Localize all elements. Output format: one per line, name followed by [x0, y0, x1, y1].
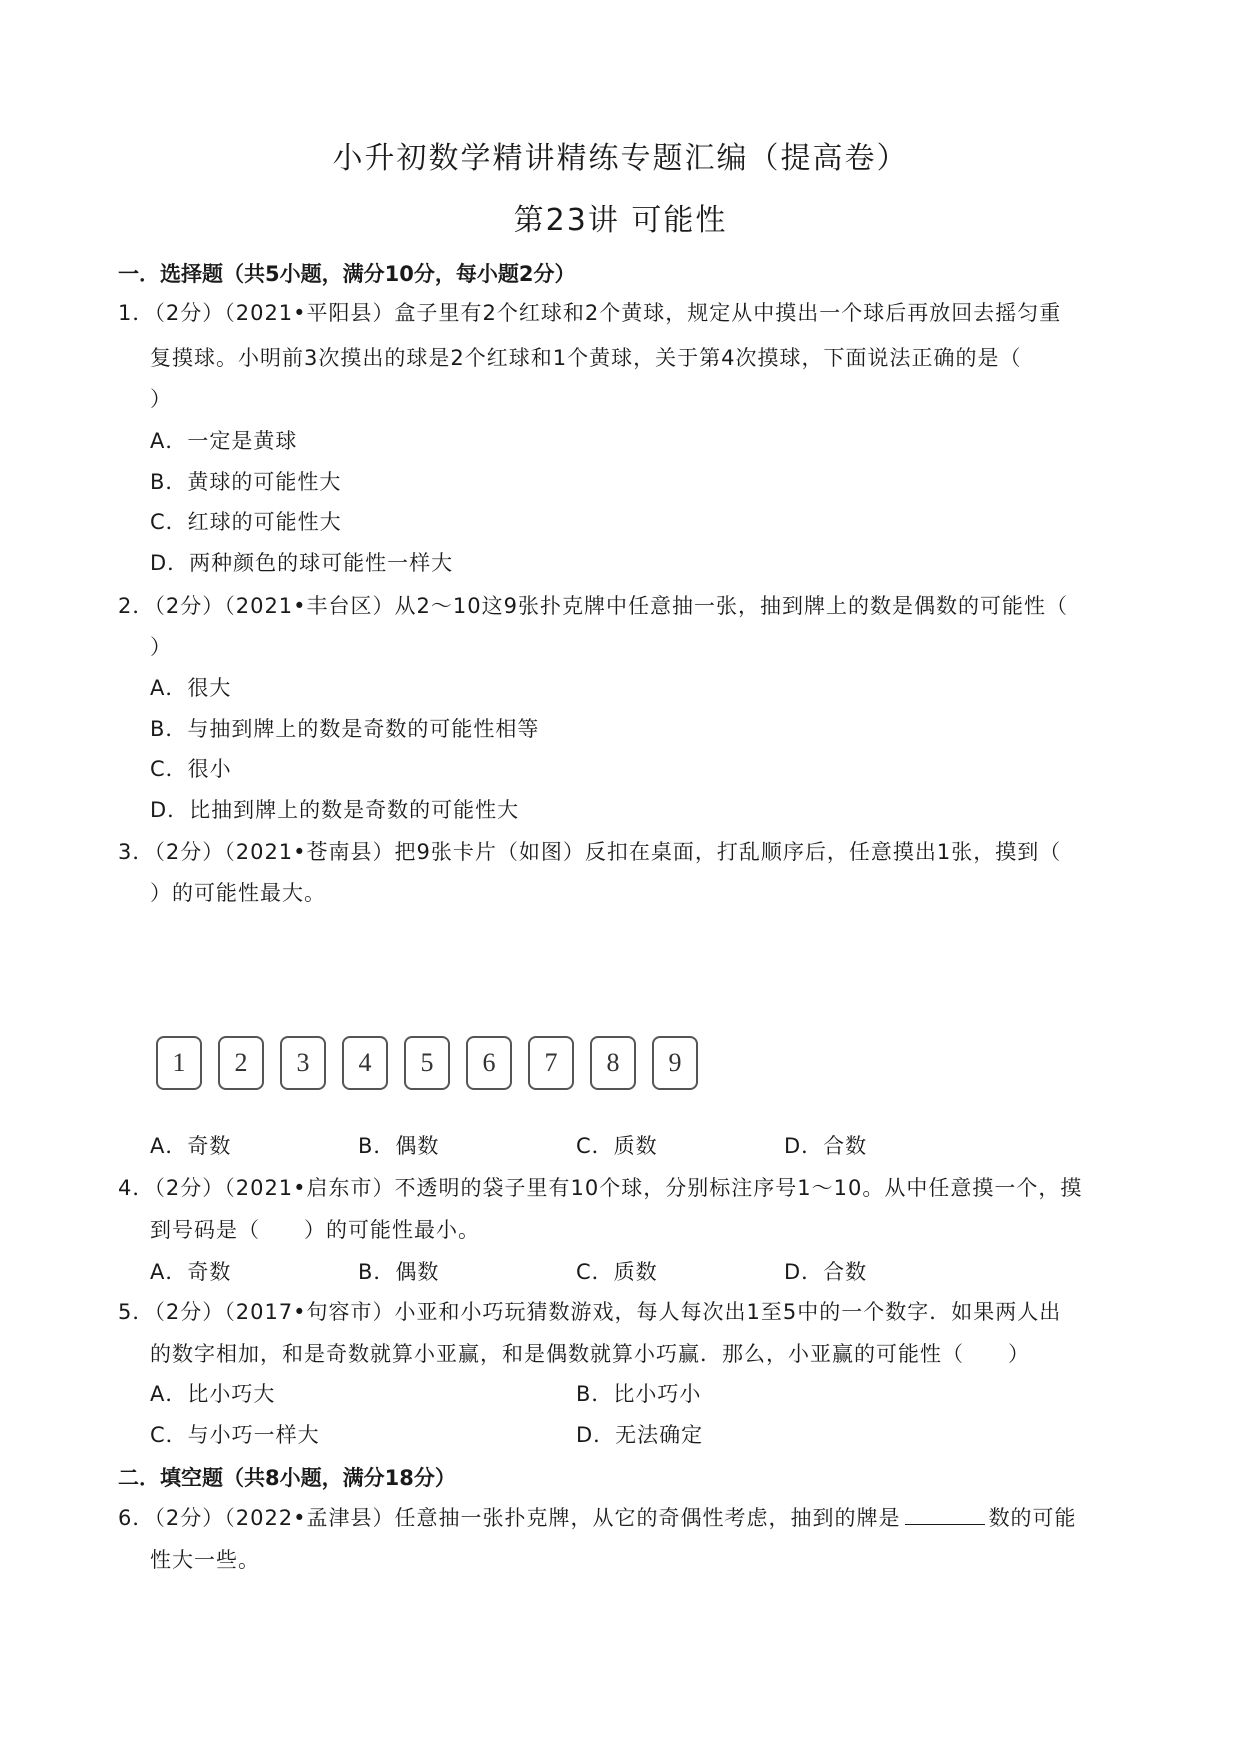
question-4-option-d: D．合数 [784, 1260, 868, 1284]
question-3-line2: ）的可能性最大。 [150, 881, 326, 905]
question-3-option-c: C．质数 [576, 1134, 658, 1158]
number-card: 2 [218, 1036, 264, 1090]
question-3-line1: 3．（2分）（2021•苍南县）把9张卡片（如图）反扣在桌面，打乱顺序后，任意摸出1张，摸到（ [118, 840, 1062, 864]
question-2-option-d: D．比抽到牌上的数是奇数的可能性大 [150, 798, 520, 822]
main-title: 小升初数学精讲精练专题汇编（提高卷） [332, 141, 909, 176]
question-1-line2: 复摸球。小明前3次摸出的球是2个红球和1个黄球，关于第4次摸球，下面说法正确的是（ [150, 346, 1022, 370]
question-5-line1: 5．（2分）（2017•句容市）小亚和小巧玩猜数游戏，每人每次出1至5中的一个数字．如果两人出 [118, 1300, 1062, 1324]
question-4-option-a: A．奇数 [150, 1260, 232, 1284]
number-card: 4 [342, 1036, 388, 1090]
question-2-line1: 2．（2分）（2021•丰台区）从2～10这9张扑克牌中任意抽一张，抽到牌上的数是偶数的可能性（ [118, 594, 1068, 618]
number-card: 9 [652, 1036, 698, 1090]
number-card: 6 [466, 1036, 512, 1090]
question-5-option-b: B．比小巧小 [576, 1382, 702, 1406]
question-5-line2: 的数字相加，和是奇数就算小亚赢，和是偶数就算小巧赢．那么，小亚赢的可能性（ ） [150, 1342, 1030, 1366]
question-3-option-d: D．合数 [784, 1134, 868, 1158]
number-cards-figure [156, 1036, 726, 1094]
question-1-option-d: D．两种颜色的球可能性一样大 [150, 551, 454, 575]
question-1-option-c: C．红球的可能性大 [150, 510, 342, 534]
number-card: 7 [528, 1036, 574, 1090]
number-card: 3 [280, 1036, 326, 1090]
question-3-option-a: A．奇数 [150, 1134, 232, 1158]
question-6-line2: 性大一些。 [150, 1548, 260, 1572]
section-heading-choice: 一．选择题（共5小题，满分10分，每小题2分） [118, 262, 576, 286]
answer-blank[interactable] [905, 1506, 985, 1525]
question-2-option-c: C．很小 [150, 757, 232, 781]
number-card: 8 [590, 1036, 636, 1090]
question-6-text-before: 6．（2分）（2022•孟津县）任意抽一张扑克牌，从它的奇偶性考虑，抽到的牌是 [118, 1506, 901, 1530]
number-card: 1 [156, 1036, 202, 1090]
question-2-option-a: A．很大 [150, 676, 232, 700]
question-5-option-d: D．无法确定 [576, 1423, 704, 1447]
question-2-line2: ） [150, 635, 172, 659]
question-5-option-c: C．与小巧一样大 [150, 1423, 320, 1447]
question-1-option-a: A．一定是黄球 [150, 429, 298, 453]
lecture-title: 第23讲 可能性 [513, 203, 728, 238]
question-2-option-b: B．与抽到牌上的数是奇数的可能性相等 [150, 717, 540, 741]
question-4-line2: 到号码是（ ）的可能性最小。 [150, 1218, 480, 1242]
question-3-option-b: B．偶数 [358, 1134, 440, 1158]
question-4-option-c: C．质数 [576, 1260, 658, 1284]
question-1-line1: 1．（2分）（2021•平阳县）盒子里有2个红球和2个黄球，规定从中摸出一个球后再放回去摇匀重 [118, 301, 1062, 325]
number-card: 5 [404, 1036, 450, 1090]
question-1-line3: ） [150, 387, 172, 411]
question-5-option-a: A．比小巧大 [150, 1382, 276, 1406]
question-6-line1 [118, 1502, 1077, 1532]
question-6-text-after: 数的可能 [988, 1506, 1077, 1530]
question-4-line1: 4．（2分）（2021•启东市）不透明的袋子里有10个球，分别标注序号1～10。从中任意摸一个，摸 [118, 1176, 1083, 1200]
section-heading-fill-in: 二．填空题（共8小题，满分18分） [118, 1466, 456, 1490]
question-4-option-b: B．偶数 [358, 1260, 440, 1284]
question-1-option-b: B．黄球的可能性大 [150, 470, 342, 494]
